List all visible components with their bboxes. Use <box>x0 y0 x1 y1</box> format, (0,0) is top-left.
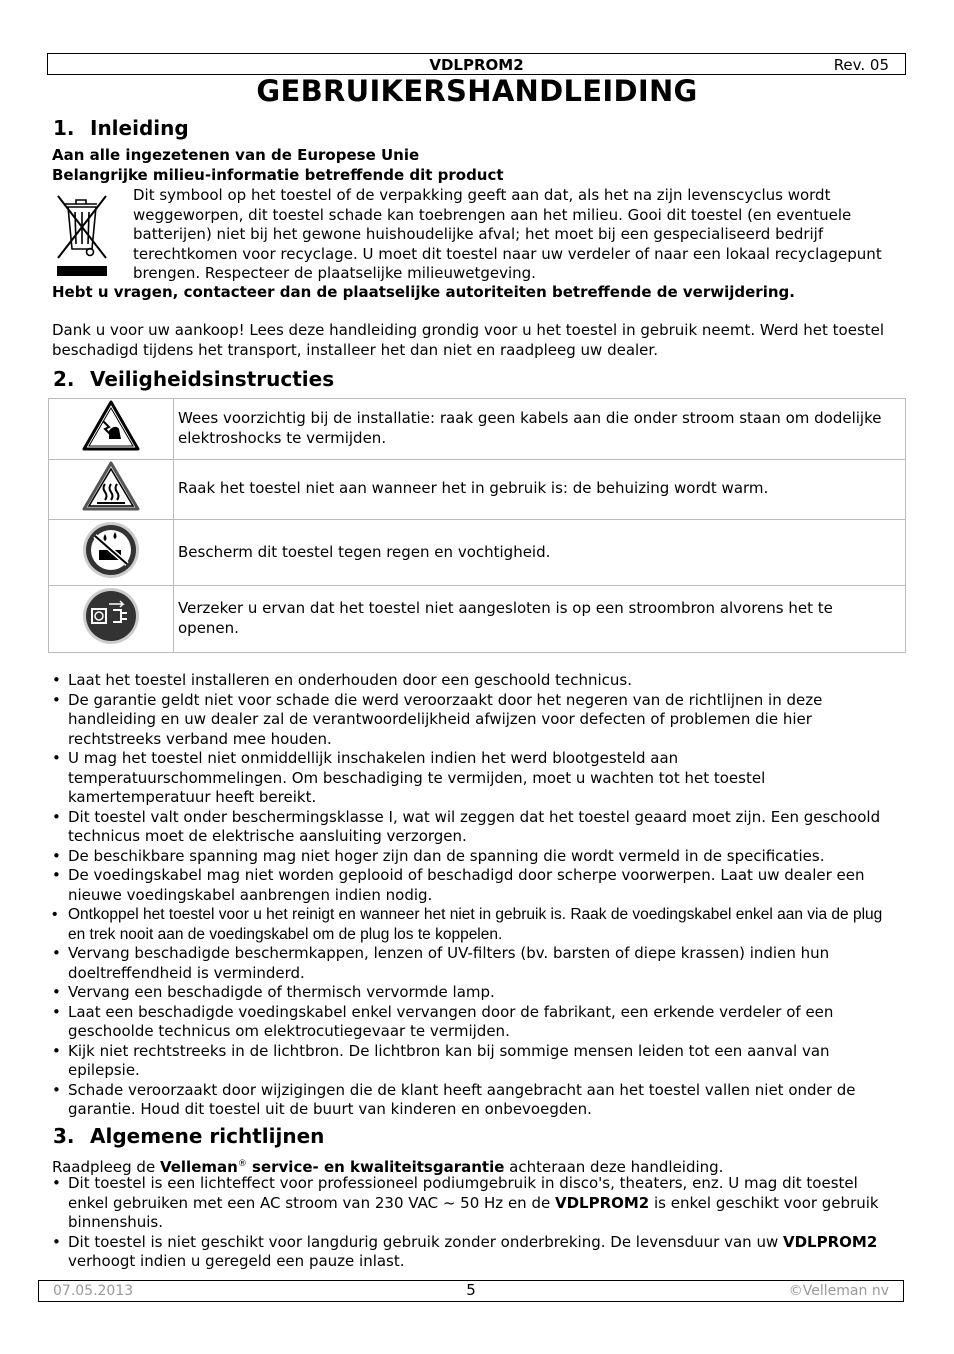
text-run: achteraan deze handleiding. <box>504 1158 724 1176</box>
list-item: • U mag het toestel niet onmiddellijk inschakelen indien het werd blootgesteld aan temperatuurschommelingen. Om beschadiging te vermijden, moet u wachten tot het toestel kamertemperatuur heeft bereikt. <box>52 749 897 808</box>
text-run: service- en kwaliteitsgarantie <box>246 1158 505 1176</box>
section-number: 1. <box>53 116 75 140</box>
footer-date: 07.05.2013 <box>53 1283 134 1299</box>
list-item: • Kijk niet rechtstreeks in de lichtbron. De lichtbron kan bij sommige mensen leiden tot een aanval van epilepsie. <box>52 1042 897 1081</box>
registered-mark: ® <box>237 1159 247 1169</box>
hot-surface-warning-icon <box>81 460 141 512</box>
page-header <box>47 53 906 75</box>
list-item: • Schade veroorzaakt door wijzigingen die de klant heeft aangebracht aan het toestel vallen niet onder de garantie. Houd dit toestel uit de buurt van kinderen en onbevoegden. <box>52 1081 897 1120</box>
thanks-paragraph: Dank u voor uw aankoop! Lees deze handleiding grondig voor u het toestel in gebruik neemt. Werd het toestel beschadigd tijdens het transport, installeer het dan niet en raadpleeg uw dealer. <box>52 321 885 359</box>
list-item: • Ontkoppel het toestel voor u het reinigt en wanneer het niet in gebruik is. Raak de voedingskabel enkel aan via de plug en trek nooit aan de voedingskabel om de plug los te koppelen. <box>52 905 897 944</box>
weee-crossed-bin-icon <box>55 190 109 284</box>
electric-shock-warning-icon <box>81 399 141 453</box>
safety-row <box>49 586 906 653</box>
brand-name: Velleman <box>159 1158 238 1176</box>
weee-description: Dit symbool op het toestel of de verpakking geeft aan dat, als het na zijn levenscyclus wordt weggeworpen, dit toestel schade kan toebrengen aan het milieu. Gooi dit toestel (en eventuele batterijen) niet bij het gewone huishoudelijke afval; het moet bij een gespecialiseerd bedrijf terechtkomen voor recyclage. U moet dit toestel naar uw verdeler of naar een lokaal recyclagepunt brengen. Respecteer de plaatselijke milieuwetgeving. <box>133 186 882 282</box>
section-3-heading <box>53 1124 324 1148</box>
list-item: • Dit toestel valt onder beschermingsklasse I, wat wil zeggen dat het toestel geaard moet zijn. Een geschoold technicus moet de elektrische aansluiting verzorgen. <box>52 808 897 847</box>
safety-bullet-list <box>52 671 897 1120</box>
section-title: Inleiding <box>90 116 189 140</box>
safety-text: Wees voorzichtig bij de installatie: raak geen kabels aan die onder stroom staan om dodelijke elektroshocks te vermijden. <box>174 399 906 460</box>
section-title: Algemene richtlijnen <box>90 1124 325 1148</box>
disposal-questions: Hebt u vragen, contacteer dan de plaatselijke autoriteiten betreffende de verwijdering. <box>52 283 795 301</box>
section-2-heading <box>53 367 334 391</box>
list-item: • Laat een beschadigde voedingskabel enkel vervangen door de fabrikant, een erkende verdeler of een geschoolde technicus om elektrocutiegevaar te vermijden. <box>52 1003 897 1042</box>
safety-icon-cell <box>49 459 174 519</box>
safety-text: Raak het toestel niet aan wanneer het in gebruik is: de behuizing wordt warm. <box>174 459 906 519</box>
product-code: VDLPROM2 <box>429 56 524 74</box>
document-title: GEBRUIKERSHANDLEIDING <box>256 74 698 108</box>
safety-icon-cell <box>49 399 174 460</box>
list-item: • De garantie geldt niet voor schade die werd veroorzaakt door het negeren van de richtlijnen in deze handleiding en uw dealer zal de verantwoordelijkheid afwijzen voor defecten of problemen die hier rechtstreeks verband mee houden. <box>52 691 897 750</box>
list-item: • Vervang een beschadigde of thermisch vervormde lamp. <box>52 983 897 1003</box>
product-code: VDLPROM2 <box>783 1232 878 1251</box>
protect-from-rain-icon <box>81 520 141 580</box>
text-run: is enkel geschikt voor gebruik binnenshuis. <box>68 1193 879 1231</box>
safety-text: Verzeker u ervan dat het toestel niet aangesloten is op een stroombron alvorens het te openen. <box>174 586 906 653</box>
safety-row <box>49 459 906 519</box>
safety-icon-cell <box>49 586 174 653</box>
environment-info-line: Belangrijke milieu-informatie betreffende dit product <box>52 166 504 184</box>
list-item <box>52 1174 897 1233</box>
text-run: verhoogt indien u geregeld een pauze inlast. <box>68 1252 405 1270</box>
product-code: VDLPROM2 <box>554 1193 650 1212</box>
safety-text: Bescherm dit toestel tegen regen en vochtigheid. <box>174 519 906 586</box>
page-footer <box>38 1280 904 1302</box>
section-1-heading <box>53 116 189 140</box>
list-item <box>52 1233 897 1272</box>
revision: Rev. 05 <box>833 56 889 74</box>
section-title: Veiligheidsinstructies <box>90 367 335 391</box>
section-number: 2. <box>53 367 75 391</box>
disconnect-power-icon <box>81 586 141 646</box>
list-item: • Vervang beschadigde beschermkappen, lenzen of UV-filters (bv. barsten of diepe krassen) indien hun doeltreffendheid is verminderd. <box>52 944 897 983</box>
text-run: Raadpleeg de <box>52 1158 160 1176</box>
list-item: • De beschikbare spanning mag niet hoger zijn dan de spanning die wordt vermeld in de specificaties. <box>52 847 897 867</box>
footer-copyright: ©Velleman nv <box>788 1283 889 1299</box>
safety-row <box>49 519 906 586</box>
page-number: 5 <box>466 1281 476 1299</box>
list-item: • De voedingskabel mag niet worden geplooid of beschadigd door scherpe voorwerpen. Laat uw dealer een nieuwe voedingskabel aanbrengen indien nodig. <box>52 866 897 905</box>
safety-table <box>48 398 906 653</box>
text-run: Dit toestel is een lichteffect voor professioneel podiumgebruik in disco's, theaters, enz. U mag dit toestel enkel gebruiken met een AC stroom van 230 VAC ~ 50 Hz en de <box>68 1174 858 1212</box>
list-item: • Laat het toestel installeren en onderhouden door een geschoold technicus. <box>52 671 897 691</box>
safety-icon-cell <box>49 519 174 586</box>
text-run: Dit toestel is niet geschikt voor langdurig gebruik zonder onderbreking. De levensduur van uw <box>68 1232 783 1251</box>
section-number: 3. <box>53 1124 75 1148</box>
safety-row <box>49 399 906 460</box>
guidelines-bullet-list <box>52 1174 897 1272</box>
eu-residents-line: Aan alle ingezetenen van de Europese Unie <box>52 146 420 164</box>
